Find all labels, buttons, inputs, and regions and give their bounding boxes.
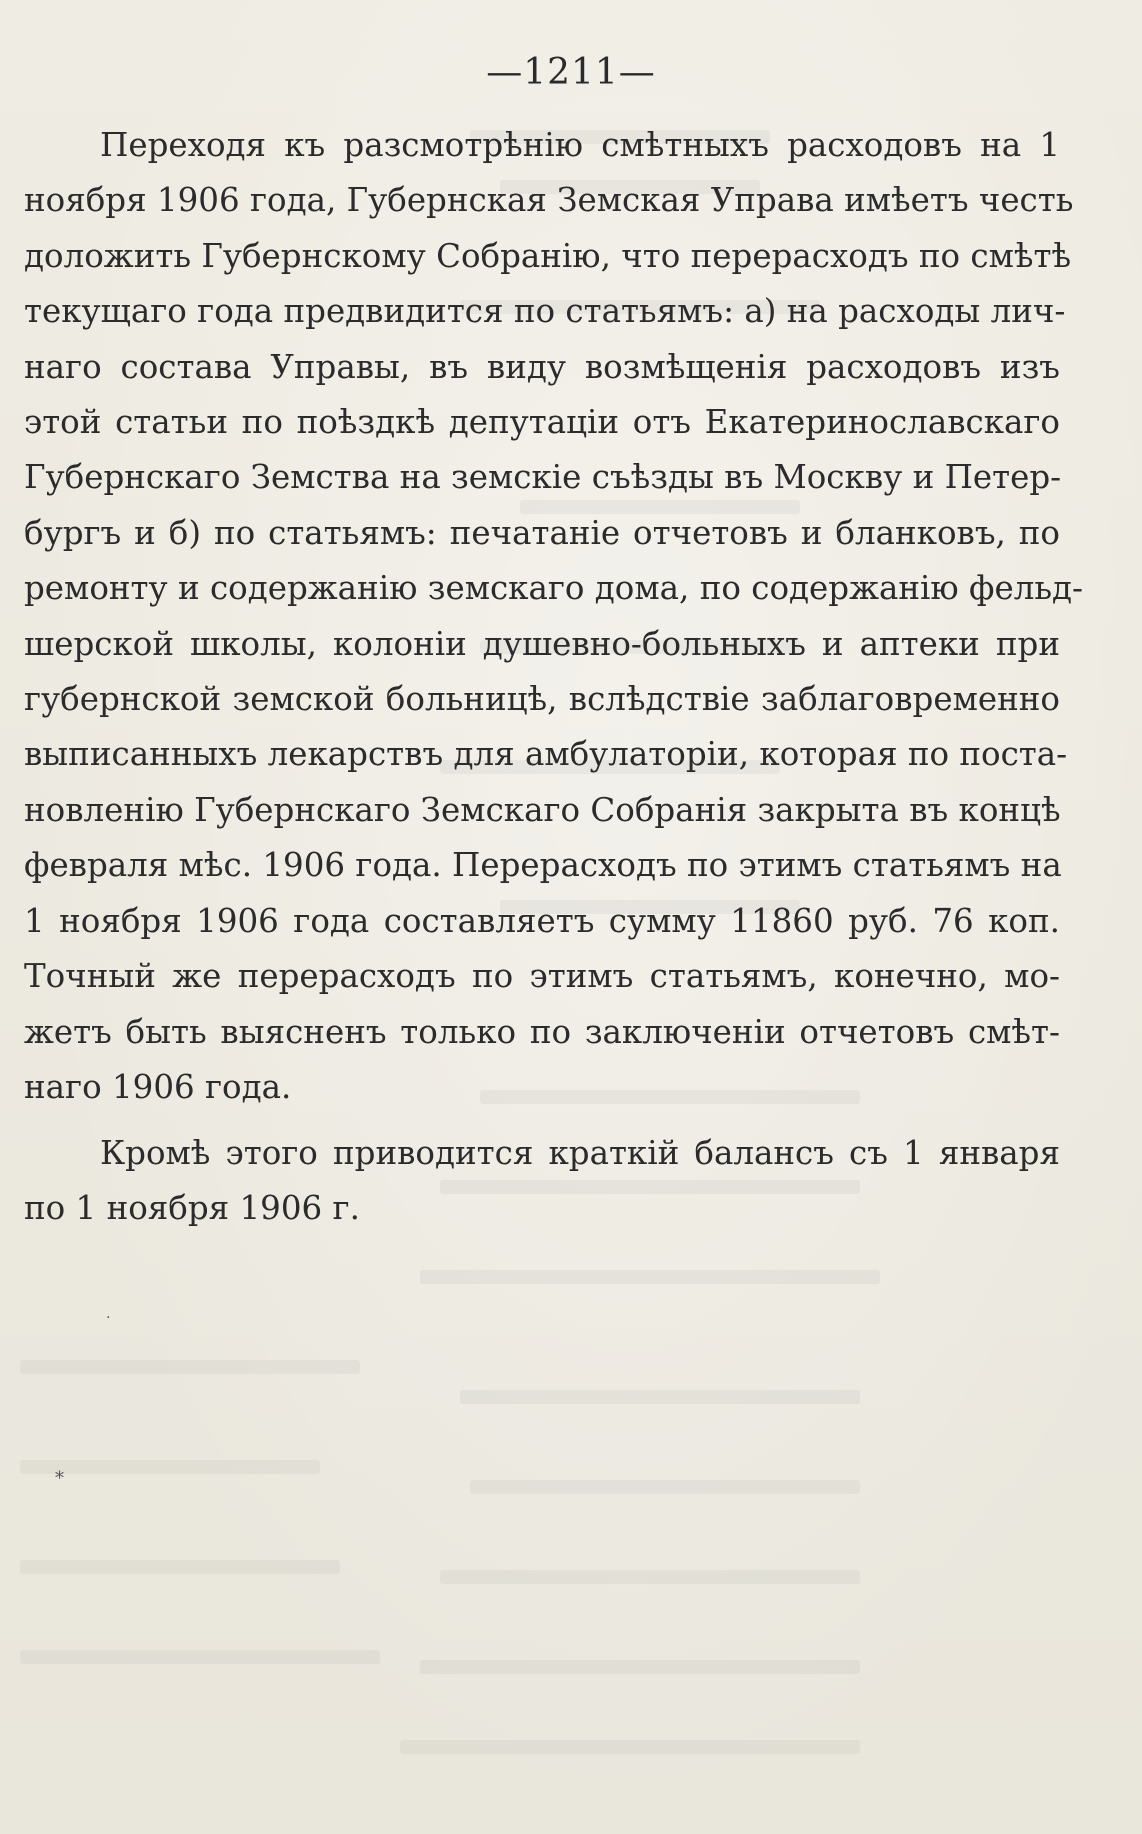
- paragraph-line: наго 1906 года.: [24, 1067, 292, 1106]
- paragraph-line: этой статьи по поѣздкѣ депутаціи отъ Екатеринославскаго: [24, 403, 1060, 442]
- paragraph-line: ремонту и содержанію земскаго дома, по содержанію фельд-: [24, 569, 1084, 608]
- paragraph-line: Переходя къ разсмотрѣнію смѣтныхъ расходовъ на 1: [100, 126, 1060, 164]
- paragraph-line: новленію Губернскаго Земскаго Собранія закрыта въ концѣ: [24, 790, 1061, 829]
- paragraph-line: ноября 1906 года, Губернская Земская Управа имѣетъ честь: [24, 181, 1074, 220]
- page-number: —1211—: [486, 52, 656, 93]
- paragraph-2: [24, 1126, 1060, 1237]
- paragraph-line: жетъ быть выясненъ только по заключеніи отчетовъ смѣт-: [24, 1012, 1060, 1051]
- paragraph-line: губернской земской больницѣ, вслѣдствіе заблаговременно: [24, 680, 1060, 719]
- paragraph-line: Точный же перерасходъ по этимъ статьямъ, конечно, мо-: [24, 957, 1060, 996]
- paragraph-line: выписанныхъ лекарствъ для амбулаторіи, которая по поста-: [24, 735, 1068, 774]
- ink-speck: *: [55, 1468, 64, 1489]
- paragraph-line: наго состава Управы, въ виду возмѣщенія расходовъ изъ: [24, 347, 1060, 386]
- paragraph-line: февраля мѣс. 1906 года. Перерасходъ по этимъ статьямъ на: [24, 846, 1062, 885]
- ink-speck: ·: [106, 1310, 111, 1326]
- paragraph-line: шерской школы, колоніи душевно-больныхъ и аптеки при: [24, 624, 1060, 663]
- paragraph-line: Губернскаго Земства на земскіе съѣзды въ Москву и Петер-: [24, 458, 1062, 497]
- paragraph-line: бургъ и б) по статьямъ: печатаніе отчетовъ и бланковъ, по: [24, 513, 1060, 552]
- paragraph-1: [24, 118, 1084, 1115]
- paragraph-line: по 1 ноября 1906 г.: [24, 1189, 360, 1228]
- paragraph-line: доложить Губернскому Собранію, что перерасходъ по смѣтѣ: [24, 236, 1072, 275]
- paragraph-line: Кромѣ этого приводится краткій балансъ съ 1 января: [100, 1134, 1060, 1172]
- paragraph-line: 1 ноября 1906 года составляетъ сумму 11860 руб. 76 коп.: [24, 901, 1060, 940]
- paragraph-line: текущаго года предвидится по статьямъ: а) на расходы лич-: [24, 292, 1066, 331]
